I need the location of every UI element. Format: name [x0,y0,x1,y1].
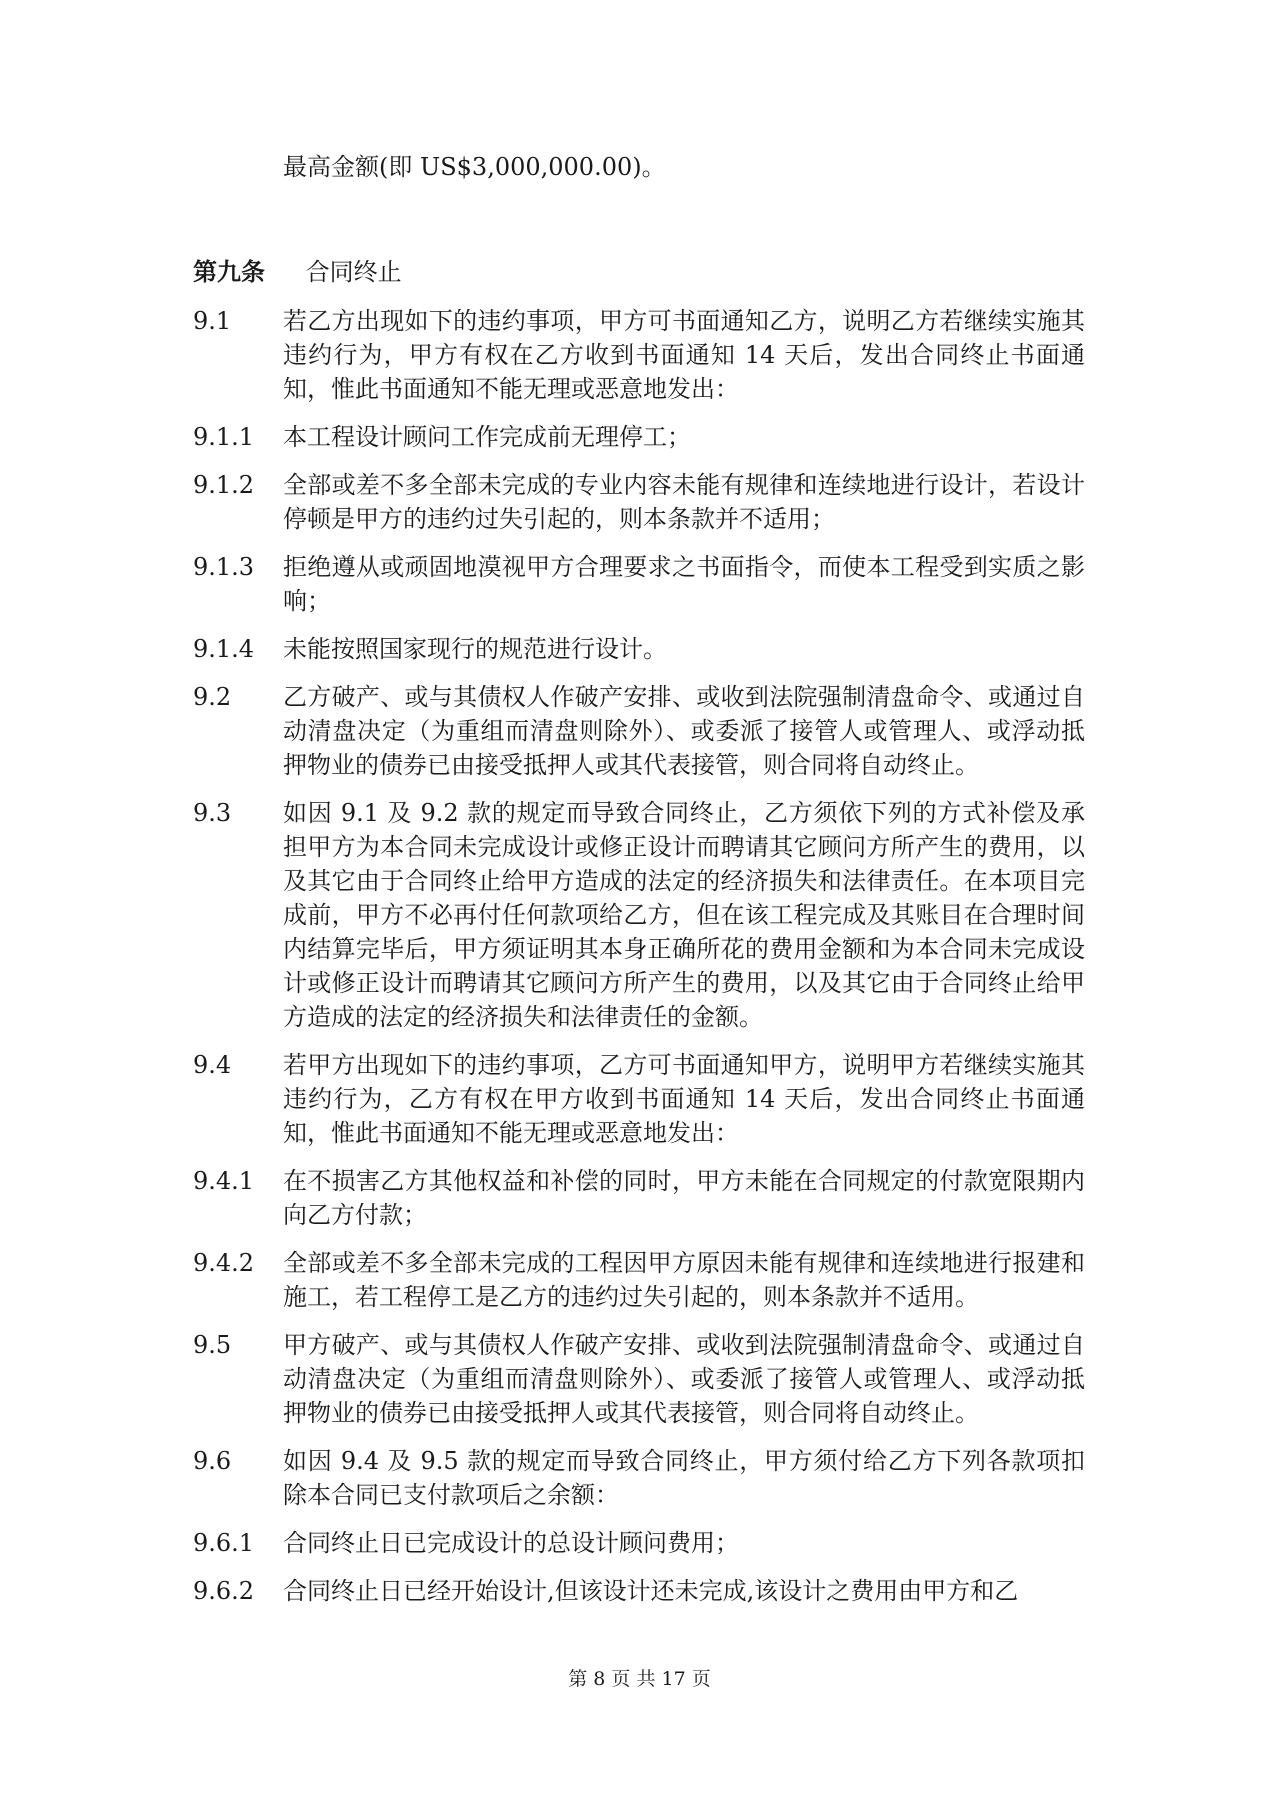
clause-item [193,1164,1093,1232]
clause-item [193,680,1093,782]
clause-number: 9.6.2 [193,1577,255,1605]
clause-item [193,796,1093,1034]
clause-number: 9.3 [193,799,232,827]
clause-item [193,1574,1093,1608]
clause-list [193,304,1093,1622]
clause-text: 本工程设计顾问工作完成前无理停工； [283,423,691,451]
page-footer: 第 8 页 共 17 页 [568,1668,711,1690]
clause-text: 如因 9.4 及 9.5 款的规定而导致合同终止，甲方须付给乙方下列各款项扣除本合同已支付款项后之余额： [283,1447,1085,1509]
clause-number: 9.5 [193,1331,232,1359]
clause-number: 9.6.1 [193,1529,255,1557]
clause-item [193,1444,1093,1512]
clause-item [193,304,1093,406]
clause-item [193,632,1093,666]
clause-item [193,420,1093,454]
article-heading [193,255,1093,289]
clause-number: 9.4 [193,1051,232,1079]
clause-number: 9.6 [193,1447,232,1475]
clause-number: 9.1 [193,307,232,335]
clause-number: 9.4.1 [193,1167,255,1195]
clause-text: 如因 9.1 及 9.2 款的规定而导致合同终止，乙方须依下列的方式补偿及承担甲方为本合同未完成设计或修正设计而聘请其它顾问方所产生的费用，以及其它由于合同终止给甲方造成的法定的经济损失和法律责任。在本项目完成前，甲方不必再付任何款项给乙方，但在该工程完成及其账目在合理时间内结算完毕后，甲方须证明其本身正确所花的费用金额和为本合同未完成设计或修正设计而聘请其它顾问方所产生的费用，以及其它由于合同终止给甲方造成的法定的经济损失和法律责任的金额。 [283,799,1085,1031]
clause-number: 9.1.2 [193,471,255,499]
article-number: 第九条 [193,257,265,286]
clause-text: 甲方破产、或与其债权人作破产安排、或收到法院强制清盘命令、或通过自动清盘决定（为重组而清盘则除外）、或委派了接管人或管理人、或浮动抵押物业的债券已由接受抵押人或其代表接管，则合同将自动终止。 [283,1331,1085,1427]
clause-text: 拒绝遵从或顽固地漠视甲方合理要求之书面指令，而使本工程受到实质之影响； [283,553,1085,615]
clause-text: 若乙方出现如下的违约事项，甲方可书面通知乙方，说明乙方若继续实施其违约行为，甲方有权在乙方收到书面通知 14 天后，发出合同终止书面通知，惟此书面通知不能无理或恶意地发出： [283,307,1085,403]
clause-item [193,1048,1093,1150]
clause-text: 未能按照国家现行的规范进行设计。 [283,635,667,663]
clause-text: 全部或差不多全部未完成的工程因甲方原因未能有规律和连续地进行报建和施工，若工程停工是乙方的违约过失引起的，则本条款并不适用。 [283,1249,1085,1311]
clause-item [193,468,1093,536]
clause-item [193,1328,1093,1430]
clause-text: 全部或差不多全部未完成的专业内容未能有规律和连续地进行设计，若设计停顿是甲方的违约过失引起的，则本条款并不适用； [283,471,1085,533]
clause-text: 乙方破产、或与其债权人作破产安排、或收到法院强制清盘命令、或通过自动清盘决定（为重组而清盘则除外）、或委派了接管人或管理人、或浮动抵押物业的债券已由接受抵押人或其代表接管，则合同将自动终止。 [283,683,1085,779]
clause-number: 9.4.2 [193,1249,255,1277]
clause-number: 9.1.4 [193,635,255,663]
clause-text: 若甲方出现如下的违约事项，乙方可书面通知甲方，说明甲方若继续实施其违约行为，乙方有权在甲方收到书面通知 14 天后，发出合同终止书面通知，惟此书面通知不能无理或恶意地发出： [283,1051,1085,1147]
clause-text: 合同终止日已完成设计的总设计顾问费用； [283,1529,739,1557]
clause-number: 9.1.3 [193,553,255,581]
clause-text: 在不损害乙方其他权益和补偿的同时，甲方未能在合同规定的付款宽限期内向乙方付款； [283,1167,1085,1229]
clause-number: 9.1.1 [193,423,255,451]
clause-item [193,1526,1093,1560]
carry-over-text: 最高金额(即 US$3,000,000.00)。 [283,153,666,181]
clause-item [193,1246,1093,1314]
clause-number: 9.2 [193,683,232,711]
clause-item [193,550,1093,618]
article-title: 合同终止 [305,258,402,286]
clause-text: 合同终止日已经开始设计,但该设计还未完成,该设计之费用由甲方和乙 [283,1577,1019,1605]
